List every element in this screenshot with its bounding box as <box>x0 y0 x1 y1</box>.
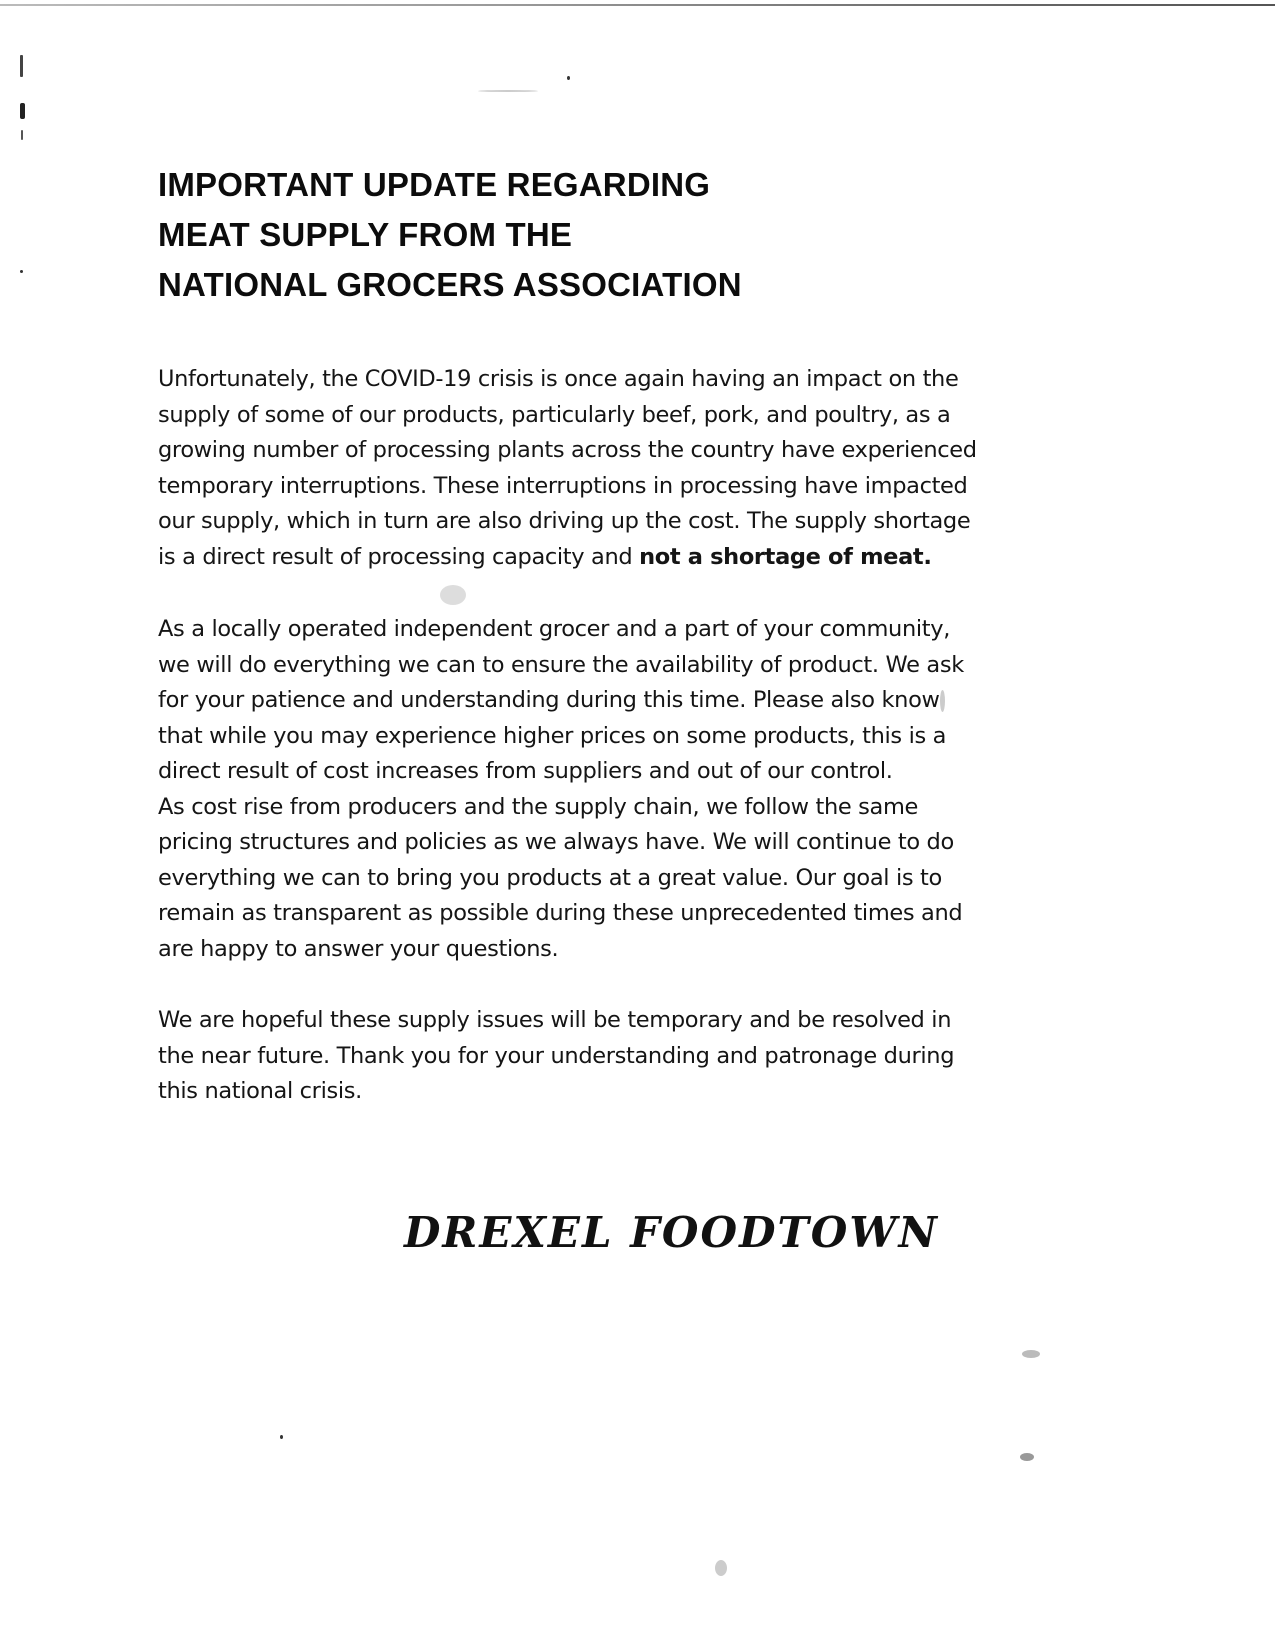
text-line: that while you may experience higher prices on some products, this is a <box>158 722 947 749</box>
text-plain: is a direct result of processing capacity and <box>158 543 640 570</box>
scan-speck <box>20 270 23 273</box>
text-line: we will do everything we can to ensure the availability of product. We ask <box>158 651 964 678</box>
text-line: pricing structures and policies as we always have. We will continue to do <box>158 829 954 855</box>
text-line: for your patience and understanding during this time. Please also know <box>158 687 940 713</box>
text-line: everything we can to bring you products at a great value. Our goal is to <box>158 864 942 891</box>
text-line: Unfortunately, the COVID-19 crisis is once again having an impact on the <box>158 366 959 392</box>
text-line: As a locally operated independent grocer and a part of your community, <box>158 616 951 642</box>
scan-speck <box>21 130 23 140</box>
text-line: As cost rise from producers and the supply chain, we follow the same <box>158 793 919 820</box>
scan-speck <box>20 55 23 77</box>
scan-speck <box>440 585 466 605</box>
paragraph-supply-impact <box>158 362 1058 575</box>
notice-title <box>158 160 742 310</box>
scan-top-edge-line <box>0 4 1275 6</box>
text-line: direct result of cost increases from suppliers and out of our control. <box>158 758 893 784</box>
scan-speck <box>478 90 538 92</box>
text-line: the near future. Thank you for your understanding and patronage during <box>158 1042 955 1069</box>
paragraph-local-grocer <box>158 612 1058 967</box>
scan-speck <box>280 1435 283 1439</box>
title-line: NATIONAL GROCERS ASSOCIATION <box>158 266 742 303</box>
text-line: growing number of processing plants across the country have experienced <box>158 437 977 463</box>
scan-speck <box>567 76 570 80</box>
text-line: this national crisis. <box>158 1078 362 1104</box>
store-signature: DREXEL FOODTOWN <box>404 1208 939 1257</box>
scan-speck <box>1020 1453 1034 1461</box>
scan-speck <box>1022 1350 1040 1358</box>
emphasis-not-a-shortage: not a shortage of meat. <box>639 543 932 570</box>
text-line: temporary interruptions. These interruptions in processing have impacted <box>158 472 968 499</box>
scan-speck <box>715 1560 727 1576</box>
text-line: our supply, which in turn are also driving up the cost. The supply shortage <box>158 508 971 534</box>
text-line <box>158 540 1058 576</box>
text-line: We are hopeful these supply issues will be temporary and be resolved in <box>158 1007 952 1033</box>
text-line: supply of some of our products, particularly beef, pork, and poultry, as a <box>158 401 951 428</box>
text-line: are happy to answer your questions. <box>158 935 559 962</box>
text-line: remain as transparent as possible during these unprecedented times and <box>158 900 963 926</box>
title-line: IMPORTANT UPDATE REGARDING <box>158 166 711 203</box>
title-line: MEAT SUPPLY FROM THE <box>158 216 573 253</box>
scan-speck <box>20 103 25 119</box>
paragraph-closing <box>158 1003 1058 1110</box>
